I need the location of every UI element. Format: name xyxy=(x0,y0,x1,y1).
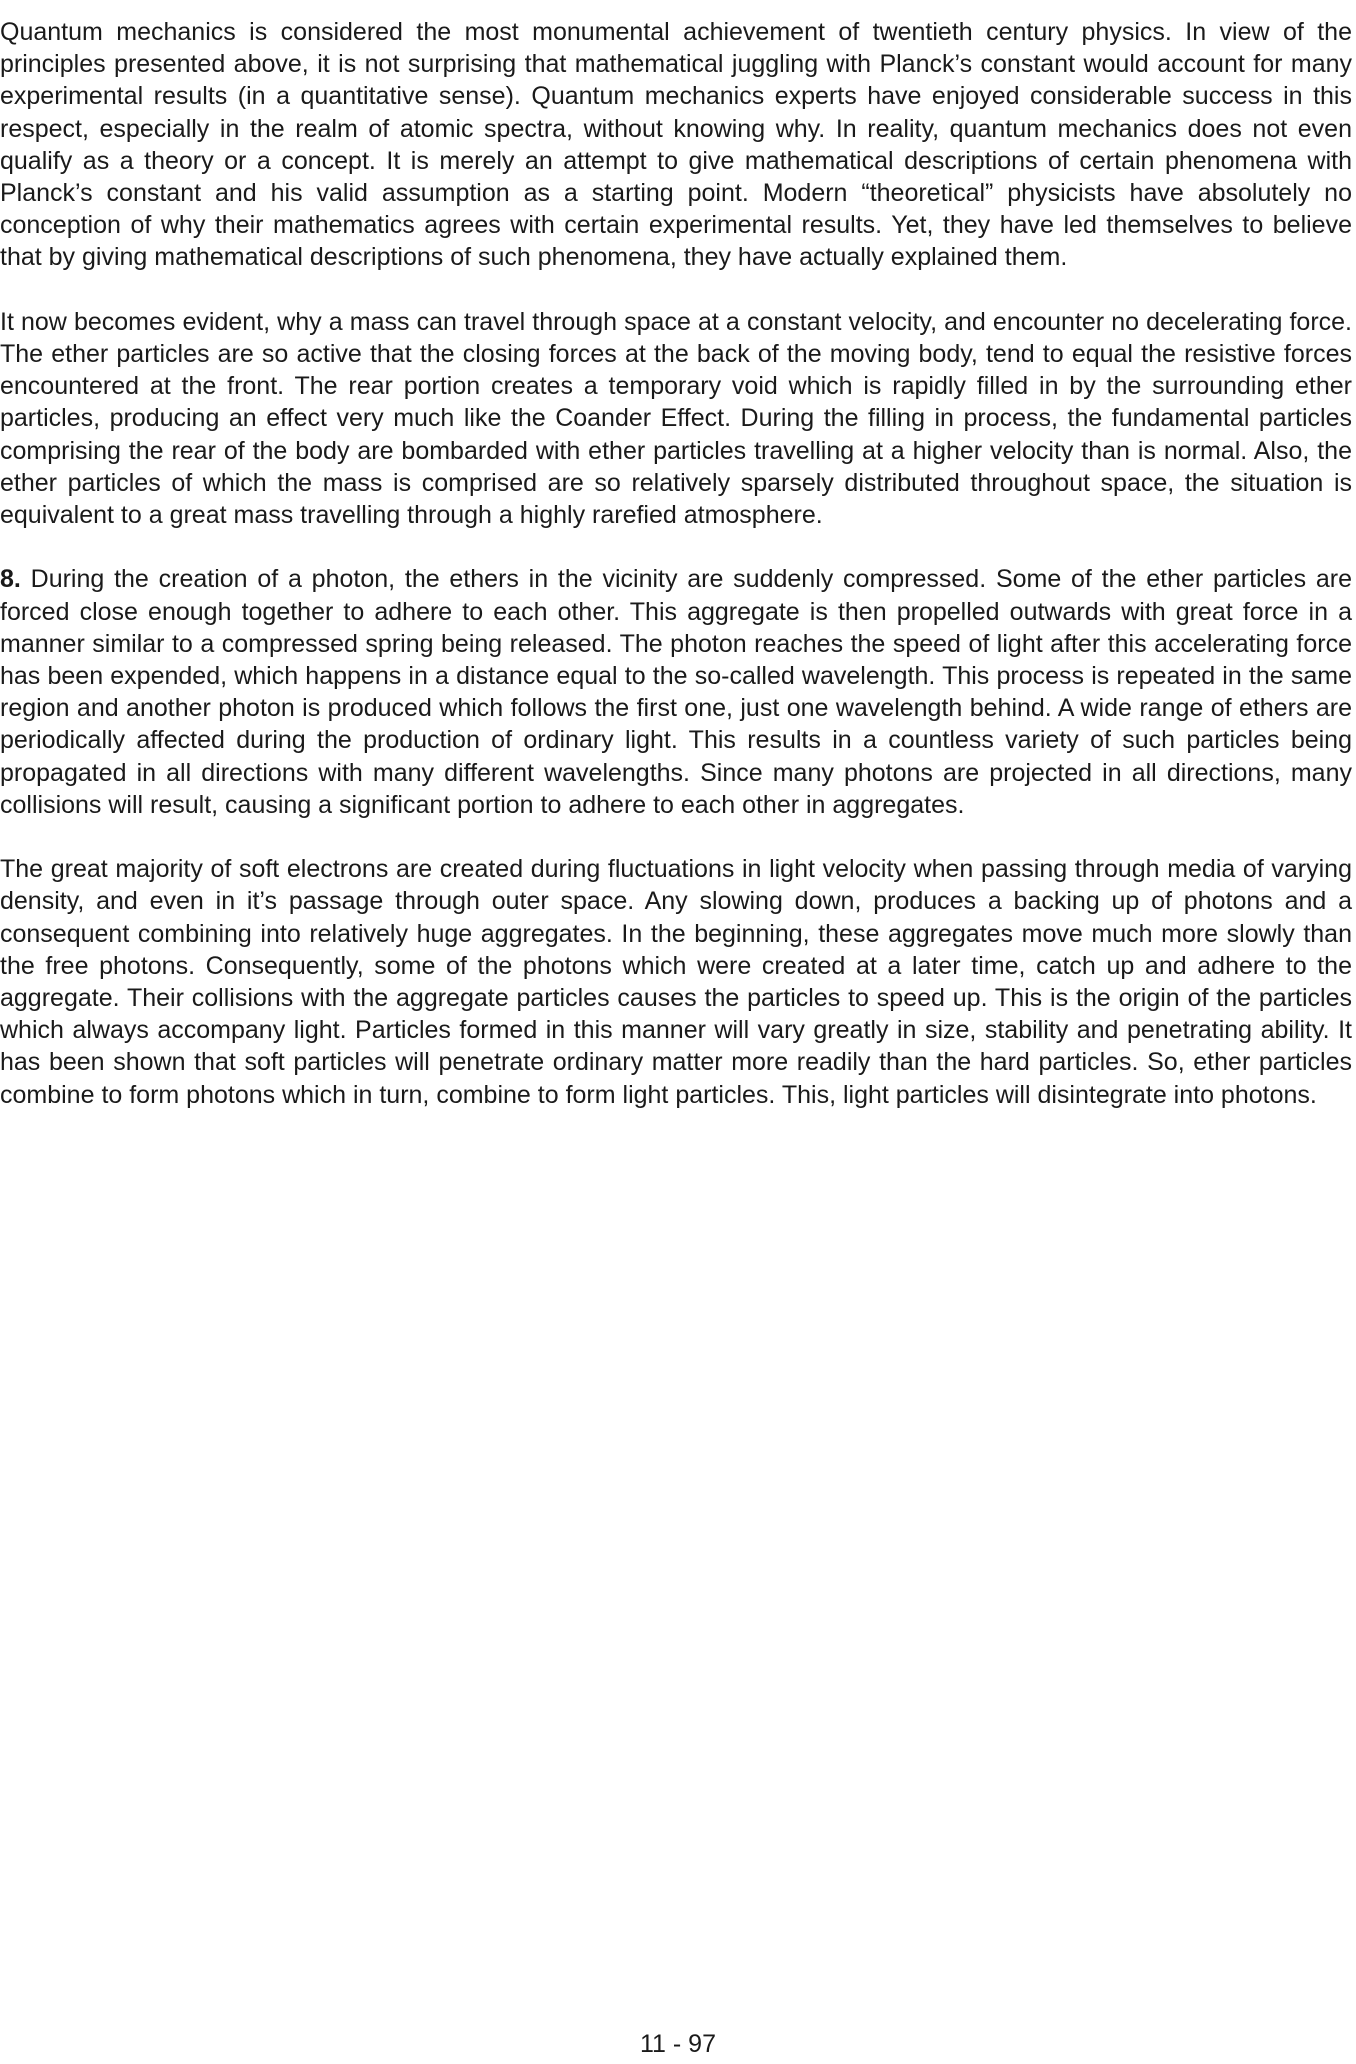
page-number: 11 - 97 xyxy=(640,2030,716,2058)
paragraph-8-photon-creation xyxy=(0,563,1352,821)
paragraph-constant-velocity xyxy=(0,306,1352,531)
body-text xyxy=(0,16,1352,1143)
paragraph-quantum-mechanics xyxy=(0,16,1352,274)
paragraph-soft-electrons xyxy=(0,853,1352,1111)
paragraph-text: The great majority of soft electrons are created during fluctuations in light velocity when passing through media of varying density, and even in it’s passage through outer space. Any slowing down, produces a backing up of photons and a consequent combining into relatively huge aggregates. In the beginning, these aggregates move much more slowly than the free photons. Consequently, some of the photons which were created at a later time, catch up and adhere to the aggregate. Their collisions with the aggregate particles causes the particles to speed up. This is the origin of the particles which always accompany light. Particles formed in this manner will vary greatly in size, stability and penetrating ability. It has been shown that soft particles will penetrate ordinary matter more readily than the hard particles. So, ether particles combine to form photons which in turn, combine to form light particles. This, light particles will disintegrate into photons. xyxy=(0,855,1352,1109)
paragraph-number: 8. xyxy=(0,565,21,594)
paragraph-text: It now becomes evident, why a mass can travel through space at a constant velocity, and encounter no decelerating force. The ether particles are so active that the closing forces at the back of the moving body, tend to equal the resistive forces encountered at the front. The rear portion creates a temporary void which is rapidly filled in by the surrounding ether particles, producing an effect very much like the Coander Effect. During the filling in process, the fundamental particles comprising the rear of the body are bombarded with ether particles travelling at a higher velocity than is normal. Also, the ether particles of which the mass is comprised are so relatively sparsely distributed throughout space, the situation is equivalent to a great mass travelling through a highly rarefied atmosphere. xyxy=(0,307,1352,530)
paragraph-text: During the creation of a photon, the ethers in the vicinity are suddenly compressed. Some of the ether particles are forced close enough together to adhere to each other. This aggregate is then propelled outwards with great force in a manner similar to a compressed spring being released. The photon reaches the speed of light after this accelerating force has been expended, which happens in a distance equal to the so-called wavelength. This process is repeated in the same region and another photon is produced which follows the first one, just one wavelength behind. A wide range of ethers are periodically affected during the production of ordinary light. This results in a countless variety of such particles being propagated in all directions with many different wavelengths. Since many photons are projected in all directions, many collisions will result, causing a significant portion to adhere to each other in aggregates. xyxy=(0,565,1352,819)
paragraph-text: Quantum mechanics is considered the most monumental achievement of twentieth century physics. In view of the principles presented above, it is not surprising that mathematical juggling with Planck’s constant would account for many experimental results (in a quantitative sense). Quantum mechanics experts have enjoyed considerable success in this respect, especially in the realm of atomic spectra, without knowing why. In reality, quantum mechanics does not even qualify as a theory or a concept. It is merely an attempt to give mathematical descriptions of certain phenomena with Planck’s constant and his valid assumption as a starting point. Modern “theoretical” physicists have absolutely no conception of why their mathematics agrees with certain experimental results. Yet, they have led themselves to believe that by giving mathematical descriptions of such phenomena, they have actually explained them. xyxy=(0,18,1352,272)
page-footer xyxy=(0,2028,1356,2060)
